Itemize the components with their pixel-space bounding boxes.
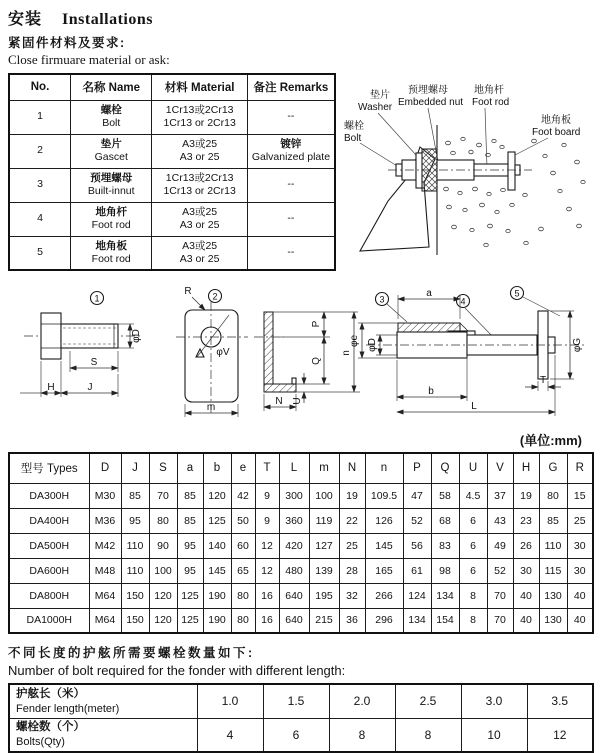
subtitle-zh: 紧固件材料及要求: (8, 36, 126, 50)
dim-n-label: n (341, 350, 352, 356)
fender-length-label-en: Fender length(meter) (16, 702, 120, 715)
material-material (152, 202, 247, 236)
dim-cell: 125 (203, 508, 231, 533)
dim-cell: 120 (149, 608, 177, 633)
dim-cell: 40 (513, 583, 539, 608)
dim-cell: 9 (255, 508, 279, 533)
dimensions-header-row (9, 453, 593, 483)
dim-cell: 58 (431, 483, 459, 508)
page-title-zh: 安装 (8, 11, 43, 28)
dim-cell: 56 (403, 533, 431, 558)
dim-cell: 95 (177, 533, 203, 558)
material-remark-en: -- (287, 246, 295, 259)
bolts-qty-value: 8 (395, 718, 461, 752)
dim-cell: 110 (121, 533, 149, 558)
material-material-zh: 1Cr13或2Cr13 (165, 171, 234, 184)
dim-table-row (9, 508, 593, 533)
dim-cell: 37 (487, 483, 513, 508)
dim-cell: 12 (255, 533, 279, 558)
dim-header: R (567, 453, 593, 483)
material-material-en: A3 or 25 (179, 219, 220, 231)
dim-cell: 19 (513, 483, 539, 508)
dim-cell: M42 (89, 533, 121, 558)
material-remark-en: -- (287, 178, 295, 191)
dim-cell: 109.5 (365, 483, 403, 508)
dim-cell: 9 (255, 483, 279, 508)
bolts-qty-value: 10 (461, 718, 527, 752)
dim-cell: 25 (567, 508, 593, 533)
material-material-zh: 1Cr13或2Cr13 (165, 103, 234, 116)
bolt-note-zh: 不同长度的护舷所需要螺栓数量如下: (8, 646, 255, 660)
dim-cell: 215 (309, 608, 339, 633)
fender-length-value: 1.0 (197, 684, 263, 718)
material-name-zh: 预埋螺母 (90, 171, 133, 184)
dim-header: e (231, 453, 255, 483)
material-material-zh: A3或25 (182, 205, 218, 218)
material-remark (247, 168, 335, 202)
dim-cell: 85 (539, 508, 567, 533)
dim-cell: 23 (513, 508, 539, 533)
fender-length-label-zh: 护舷长（米） (16, 687, 85, 700)
installation-diagram-wrap (336, 73, 592, 279)
foot-rod-label-zh: 地角杆 (474, 85, 504, 96)
dim-cell: 40 (513, 608, 539, 633)
dim-T-label: T (539, 375, 547, 386)
dim-header: S (149, 453, 177, 483)
dim-table-row (9, 483, 593, 508)
material-material-en: 1Cr13 or 2Cr13 (163, 185, 236, 197)
dim-header: V (487, 453, 513, 483)
dim-cell: 150 (121, 608, 149, 633)
material-no: 1 (9, 100, 71, 134)
material-remark (247, 202, 335, 236)
dim-header: 型号 Types (9, 453, 89, 483)
foot-board-label-en: Foot board (532, 127, 581, 138)
bolts-table (8, 683, 594, 753)
fender-length-value: 2.5 (395, 684, 461, 718)
embedded-nut-label-en: Embedded nut (398, 97, 464, 108)
dim-cell: 47 (403, 483, 431, 508)
installation-diagram (336, 83, 592, 279)
dim-cell: 480 (279, 558, 309, 583)
material-row (9, 100, 335, 134)
dim-phiD2-label: φD (367, 338, 378, 352)
dim-S-label: S (90, 357, 98, 368)
plate-side-web-shape (264, 312, 273, 384)
bolt-shank-shape (61, 324, 118, 348)
dim-cell: 25 (339, 533, 365, 558)
dim-header: P (403, 453, 431, 483)
dim-Q-label: Q (311, 357, 322, 365)
dim-cell: M48 (89, 558, 121, 583)
dim-cell: 50 (231, 508, 255, 533)
dim-cell: DA500H (9, 533, 89, 558)
dim-cell: 83 (431, 533, 459, 558)
bolts-qty-value: 8 (329, 718, 395, 752)
washer-label-zh: 垫片 (370, 90, 390, 101)
plate-side-flange-shape (264, 384, 296, 392)
plate-front-shape (185, 310, 238, 402)
dim-header: n (365, 453, 403, 483)
material-material (152, 100, 247, 134)
dim-cell: 70 (149, 483, 177, 508)
unit-note: (单位:mm) (519, 433, 582, 448)
dim-cell: 80 (231, 583, 255, 608)
dim-cell: 40 (567, 583, 593, 608)
dim-cell: 154 (431, 608, 459, 633)
materials-header-row (9, 74, 335, 100)
part5-number: 5 (514, 288, 520, 299)
dim-table-row (9, 558, 593, 583)
dim-cell: 52 (403, 508, 431, 533)
material-name (71, 236, 152, 270)
dim-cell: 49 (487, 533, 513, 558)
dim-cell: DA400H (9, 508, 89, 533)
material-name-zh: 地角杆 (95, 205, 127, 218)
materials-table (8, 73, 336, 271)
dim-cell: 420 (279, 533, 309, 558)
bolts-qty-row (9, 718, 593, 752)
dim-cell: 145 (203, 558, 231, 583)
dim-cell: 640 (279, 608, 309, 633)
dim-cell: 110 (539, 533, 567, 558)
dim-cell: 190 (203, 608, 231, 633)
dim-cell: 115 (539, 558, 567, 583)
material-material-zh: A3或25 (182, 239, 218, 252)
dim-cell: 15 (567, 483, 593, 508)
material-name-zh: 地角板 (95, 239, 127, 252)
fender-length-value: 1.5 (263, 684, 329, 718)
dim-cell: 52 (487, 558, 513, 583)
dim-P-label: P (311, 320, 322, 328)
fender-length-value: 3.0 (461, 684, 527, 718)
materials-header: 备注 Remarks (247, 74, 335, 100)
embedded-nut-label-zh: 预埋螺母 (408, 85, 448, 96)
dim-cell: 80 (539, 483, 567, 508)
dim-cell: 6 (459, 508, 487, 533)
dim-cell: 119 (309, 508, 339, 533)
dim-table-row (9, 608, 593, 633)
dim-cell: 42 (231, 483, 255, 508)
material-name (71, 202, 152, 236)
dim-cell: M64 (89, 583, 121, 608)
dim-header: m (309, 453, 339, 483)
dim-cell: 12 (255, 558, 279, 583)
dim-cell: 80 (231, 608, 255, 633)
dim-cell: 120 (149, 583, 177, 608)
washer-label-en: Washer (358, 102, 393, 113)
dim-cell: 296 (365, 608, 403, 633)
material-material (152, 168, 247, 202)
part2-number: 2 (212, 291, 218, 302)
dim-cell: 195 (309, 583, 339, 608)
dim-cell: 65 (231, 558, 255, 583)
bolts-qty-value: 6 (263, 718, 329, 752)
material-material-en: A3 or 25 (179, 151, 220, 163)
materials-header: 名称 Name (71, 74, 152, 100)
material-name-en: Gascet (94, 151, 128, 163)
dim-m-label: m (206, 402, 216, 413)
material-remark-en: -- (287, 110, 295, 123)
bolt-label-zh: 螺栓 (344, 121, 364, 132)
material-remark-en: Galvanized plate (251, 151, 331, 163)
dim-cell: 8 (459, 608, 487, 633)
material-row (9, 202, 335, 236)
dim-header: T (255, 453, 279, 483)
part1-bolt-drawing (20, 292, 142, 398)
dim-cell: 6 (459, 558, 487, 583)
dim-cell: DA1000H (9, 608, 89, 633)
material-remark-zh: 镀锌 (280, 137, 302, 150)
foot-rod-label-en: Foot rod (472, 97, 510, 108)
dim-table-row (9, 583, 593, 608)
dim-cell: 100 (309, 483, 339, 508)
dim-cell: M36 (89, 508, 121, 533)
material-remark-en: -- (287, 212, 295, 225)
dim-phiD-label: φD (131, 329, 142, 343)
dim-cell: 140 (203, 533, 231, 558)
dim-cell: 300 (279, 483, 309, 508)
dimensions-table (8, 452, 594, 634)
material-name-en: Foot rod (91, 219, 131, 231)
dim-cell: 68 (431, 508, 459, 533)
page-title-en: Installations (62, 11, 153, 28)
parts-drawing (8, 281, 592, 423)
dim-cell: 70 (487, 608, 513, 633)
bolts-qty-value: 12 (527, 718, 593, 752)
material-row (9, 134, 335, 168)
fender-length-value: 3.5 (527, 684, 593, 718)
parts-drawings-section (8, 281, 592, 428)
dim-cell: 70 (487, 583, 513, 608)
dim-header: Q (431, 453, 459, 483)
part2-plate-drawing (176, 286, 360, 417)
materials-header: 材料 Material (152, 74, 247, 100)
dim-cell: 165 (365, 558, 403, 583)
dim-cell: 80 (149, 508, 177, 533)
material-material-zh: A3或25 (182, 137, 218, 150)
material-material-en: A3 or 25 (179, 252, 220, 265)
dim-cell: 110 (121, 558, 149, 583)
part4-number: 4 (460, 296, 466, 307)
bolts-qty-label-zh: 螺栓数（个） (16, 721, 85, 734)
dim-cell: 61 (403, 558, 431, 583)
dim-cell: 16 (255, 583, 279, 608)
dim-header: D (89, 453, 121, 483)
material-remark (247, 236, 335, 270)
dim-cell: 32 (339, 583, 365, 608)
foot-board-label-zh: 地角板 (541, 115, 571, 126)
materials-header: No. (9, 74, 71, 100)
dim-cell: 150 (121, 583, 149, 608)
dim-N-label: N (275, 396, 283, 407)
dim-phiV-label: φV (216, 347, 230, 358)
dim-cell: 145 (365, 533, 403, 558)
dim-header: G (539, 453, 567, 483)
dim-header: a (177, 453, 203, 483)
dim-cell: 43 (487, 508, 513, 533)
material-material (152, 236, 247, 270)
dim-cell: 90 (149, 533, 177, 558)
dim-header: U (459, 453, 487, 483)
dim-header: J (121, 453, 149, 483)
material-row (9, 236, 335, 270)
bolt-note-en: Number of bolt required for the fonder with different length: (8, 663, 346, 678)
dim-cell: 40 (567, 608, 593, 633)
plate-side-lip-shape (292, 378, 296, 384)
dim-cell: 28 (339, 558, 365, 583)
dim-cell: 16 (255, 608, 279, 633)
dim-cell: 130 (539, 608, 567, 633)
dim-cell: 36 (339, 608, 365, 633)
dim-cell: 139 (309, 558, 339, 583)
dim-cell: 125 (177, 583, 203, 608)
dim-cell: 134 (431, 583, 459, 608)
top-section (8, 73, 592, 279)
dim-cell: 22 (339, 508, 365, 533)
bolt-head-side-shape (41, 313, 61, 359)
dim-cell: 6 (459, 533, 487, 558)
dim-cell: 130 (539, 583, 567, 608)
part1-number: 1 (94, 293, 100, 304)
dim-H-label: H (47, 382, 55, 393)
dim-cell: 266 (365, 583, 403, 608)
dim-table-row (9, 533, 593, 558)
material-no: 4 (9, 202, 71, 236)
fender-length-row (9, 684, 593, 718)
dim-cell: 85 (121, 483, 149, 508)
part3-number: 3 (379, 294, 385, 305)
dim-header: L (279, 453, 309, 483)
material-name (71, 134, 152, 168)
dim-cell: 8 (459, 583, 487, 608)
dim-J-label: J (87, 382, 93, 393)
material-name (71, 100, 152, 134)
material-material-en: 1Cr13 or 2Cr13 (163, 117, 236, 129)
dim-cell: DA300H (9, 483, 89, 508)
material-name-en: Bolt (102, 117, 121, 129)
material-name-zh: 螺栓 (100, 103, 122, 116)
dim-R-label: R (184, 286, 192, 297)
dim-cell: 98 (431, 558, 459, 583)
dim-header: N (339, 453, 365, 483)
fender-length-label (9, 684, 197, 718)
dim-cell: 190 (203, 583, 231, 608)
dim-cell: 360 (279, 508, 309, 533)
bolts-qty-value: 4 (197, 718, 263, 752)
dim-cell: 85 (177, 508, 203, 533)
material-no: 3 (9, 168, 71, 202)
dim-cell: 126 (365, 508, 403, 533)
material-remark (247, 134, 335, 168)
dim-header: H (513, 453, 539, 483)
material-name-en: Foot rod (91, 252, 131, 265)
washer-shape (416, 153, 422, 188)
dim-cell: 30 (567, 533, 593, 558)
dim-cell: 4.5 (459, 483, 487, 508)
dim-cell: 125 (177, 608, 203, 633)
dim-cell: 30 (567, 558, 593, 583)
bolt-assembly (388, 149, 532, 191)
material-no: 5 (9, 236, 71, 270)
dim-b-label: b (428, 386, 434, 397)
material-material (152, 134, 247, 168)
dimensions-table-body (9, 483, 593, 633)
material-name-en: Built-innut (87, 185, 135, 197)
dim-phiG-label: φG (572, 337, 583, 353)
dim-cell: DA600H (9, 558, 89, 583)
material-remark (247, 100, 335, 134)
dim-cell: M30 (89, 483, 121, 508)
dim-cell: 19 (339, 483, 365, 508)
bolts-qty-label-en: Bolts(Qty) (16, 736, 65, 749)
material-name-zh: 垫片 (100, 137, 122, 150)
dim-cell: 30 (513, 558, 539, 583)
dim-header: b (203, 453, 231, 483)
dim-cell: 124 (403, 583, 431, 608)
dim-cell: 127 (309, 533, 339, 558)
dim-cell: 120 (203, 483, 231, 508)
bolt-label-en: Bolt (344, 133, 362, 144)
foot-board-shape (508, 152, 515, 190)
dim-cell: 26 (513, 533, 539, 558)
dim-cell: 60 (231, 533, 255, 558)
dim-a-label: a (426, 288, 432, 299)
dim-L-label: L (471, 401, 477, 412)
dim-cell: M64 (89, 608, 121, 633)
part345-rod-drawing (349, 287, 586, 417)
dim-U-label: U (292, 397, 303, 405)
dim-phie-label: φe (349, 334, 360, 348)
material-no: 2 (9, 134, 71, 168)
page-title (8, 6, 592, 29)
dim-cell: 85 (177, 483, 203, 508)
material-row (9, 168, 335, 202)
dim-cell: 95 (121, 508, 149, 533)
dim-cell: 640 (279, 583, 309, 608)
material-name (71, 168, 152, 202)
bolts-qty-label (9, 718, 197, 752)
dim-cell: 100 (149, 558, 177, 583)
fender-length-value: 2.0 (329, 684, 395, 718)
dim-cell: DA800H (9, 583, 89, 608)
subtitle-en: Close firmuare material or ask: (8, 52, 170, 67)
dim-cell: 95 (177, 558, 203, 583)
dim-cell: 134 (403, 608, 431, 633)
